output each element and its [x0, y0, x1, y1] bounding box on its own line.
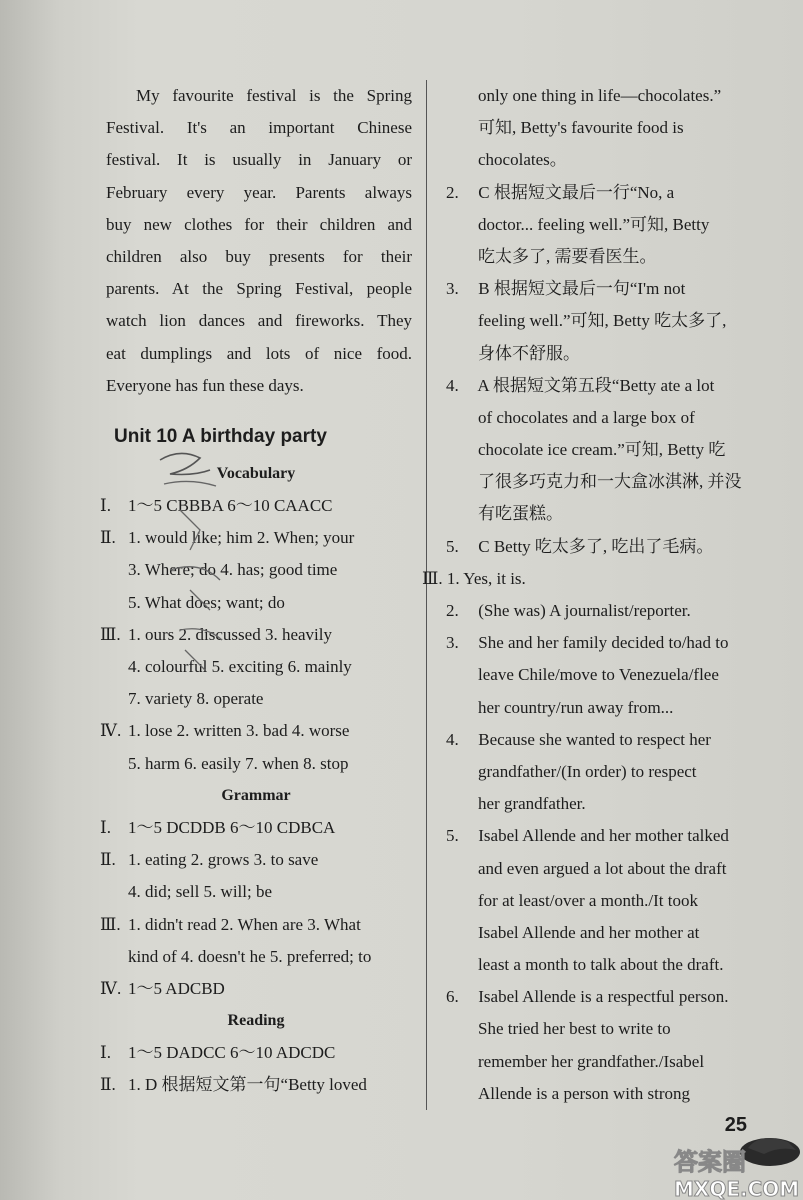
answer-line	[446, 338, 752, 370]
answer-text: 4. colourful 5. exciting 6. mainly	[128, 657, 352, 676]
answer-line	[446, 917, 752, 949]
answer-text: 1. lose 2. written 3. bad 4. worse	[128, 721, 350, 741]
answer-row	[100, 490, 412, 522]
item-number: 5.	[446, 536, 459, 556]
answer-text: C 根据短文最后一行“No, a	[478, 182, 675, 202]
answer-line	[446, 724, 752, 756]
item-number: 6.	[446, 987, 459, 1007]
answer-row	[100, 683, 412, 715]
answer-line	[446, 595, 752, 627]
right-column	[422, 80, 752, 1110]
answer-line	[446, 80, 752, 112]
answer-line	[446, 885, 752, 917]
answer-row	[100, 554, 412, 586]
answer-line	[446, 531, 752, 563]
answer-text: 3. Where; do 4. has; good time	[128, 560, 338, 580]
answer-line	[446, 627, 752, 659]
roman-numeral: Ⅲ.	[100, 624, 121, 644]
item-number: 2.	[446, 182, 459, 202]
answer-text: Because she wanted to respect her	[478, 729, 711, 749]
answer-row	[100, 619, 412, 651]
page-number: 25	[724, 1114, 747, 1136]
roman-numeral	[100, 683, 124, 715]
essay-line: parents. At the Spring Festival, people	[106, 279, 412, 299]
answer-text: 1～5 CBBBA 6～10 CAACC	[128, 496, 333, 516]
roman-numeral	[100, 941, 124, 973]
answer-row	[100, 587, 412, 619]
roman-numeral: Ⅱ.	[100, 528, 116, 548]
roman-numeral: Ⅲ.	[100, 914, 121, 934]
answer-row	[100, 941, 412, 973]
roman-numeral	[100, 587, 124, 619]
answer-text: 1～5 ADCBD	[128, 978, 225, 998]
answer-text: She and her family decided to/had to	[478, 633, 729, 653]
answer-line	[446, 498, 752, 530]
watermark-logo-icon	[660, 1130, 803, 1200]
answer-text: remember her grandfather./Isabel	[478, 1051, 705, 1071]
roman-numeral: Ⅳ.	[100, 721, 122, 741]
answer-text: 了很多巧克力和一大盒冰淇淋, 并没	[478, 472, 742, 492]
answer-line	[446, 659, 752, 691]
answer-text: She tried her best to write to	[478, 1019, 671, 1039]
answer-line	[446, 1078, 752, 1110]
roman-numeral: Ⅳ.	[100, 978, 122, 998]
roman-numeral: Ⅱ.	[100, 850, 116, 870]
essay-line: February every year. Parents always	[106, 182, 412, 202]
answer-line	[446, 788, 752, 820]
answer-text: 1～5 DADCC 6～10 ADCDC	[128, 1043, 336, 1063]
answer-text: 吃太多了, 需要看医生。	[478, 246, 657, 266]
answer-text: 1～5 DCDDB 6～10 CDBCA	[128, 817, 336, 837]
answer-text: 可知, Betty's favourite food is	[478, 118, 684, 138]
essay-line: watch lion dances and fireworks. They	[106, 311, 412, 331]
answer-text: Yes, it is.	[463, 568, 526, 588]
answer-line	[446, 112, 752, 144]
answer-text: grandfather/(In order) to respect	[478, 761, 697, 781]
answer-row	[100, 1037, 412, 1069]
answer-text: 1. would like; him 2. When; your	[128, 528, 355, 548]
answer-text: 4. did; sell 5. will; be	[128, 882, 273, 902]
answer-row	[100, 876, 412, 908]
essay-line: Festival. It's an important Chinese	[106, 118, 412, 138]
item-number: 4.	[446, 375, 459, 395]
answer-line	[446, 209, 752, 241]
answer-line	[446, 853, 752, 885]
answer-text: only one thing in life—chocolates.”	[478, 86, 722, 105]
answer-text: feeling well.”可知, Betty 吃太多了,	[478, 311, 727, 331]
section-heading-vocabulary: Vocabulary	[216, 464, 296, 482]
answer-line	[446, 434, 752, 466]
answer-text: 7. variety 8. operate	[128, 689, 264, 709]
answer-text: A 根据短文第五段“Betty ate a lot	[477, 375, 715, 395]
svg-text:MXQE.COM: MXQE.COM	[674, 1177, 800, 1200]
answer-text: her country/run away from...	[478, 697, 674, 717]
answer-line	[446, 949, 752, 981]
answer-text: Allende is a person with strong	[478, 1083, 690, 1103]
left-column	[100, 80, 412, 1102]
answer-text: for at least/over a month./It took	[478, 890, 698, 910]
answer-row	[100, 973, 412, 1005]
answer-text: her grandfather.	[478, 794, 586, 814]
answer-row	[100, 1069, 412, 1101]
essay-line: eat dumplings and lots of nice food.	[106, 343, 412, 363]
answer-text: and even argued a lot about the draft	[478, 858, 727, 878]
answer-text: leave Chile/move to Venezuela/flee	[478, 665, 719, 685]
answer-text: Isabel Allende is a respectful person.	[478, 987, 729, 1007]
item-number: 2.	[446, 601, 459, 620]
item-number: Ⅲ. 1.	[422, 568, 460, 588]
answer-row	[100, 844, 412, 876]
answer-row	[100, 748, 412, 780]
answer-row	[100, 909, 412, 941]
answer-line	[446, 692, 752, 724]
answer-text: 1. ours 2. discussed 3. heavily	[128, 624, 332, 644]
roman-numeral	[100, 651, 124, 683]
roman-numeral: Ⅰ.	[100, 1043, 111, 1063]
vocabulary-answers	[100, 490, 412, 780]
answer-text: B 根据短文最后一句“I'm not	[478, 279, 686, 299]
answer-text: 身体不舒服。	[478, 343, 580, 363]
answer-line	[446, 756, 752, 788]
answer-text: (She was) A journalist/reporter.	[478, 601, 691, 620]
unit-title: Unit 10 A birthday party	[114, 425, 327, 447]
answer-row	[100, 651, 412, 683]
answer-line	[446, 466, 752, 498]
essay-line: children also buy presents for their	[106, 246, 412, 266]
grammar-answers	[100, 812, 412, 1005]
answer-line	[446, 1046, 752, 1078]
essay-line: festival. It is usually in January or	[106, 150, 412, 170]
roman-numeral: Ⅰ.	[100, 817, 111, 837]
answer-text: of chocolates and a large box of	[478, 407, 695, 427]
answer-row	[100, 522, 412, 554]
roman-numeral	[100, 748, 124, 780]
answer-line	[446, 305, 752, 337]
answer-text: 5. What does; want; do	[128, 592, 285, 612]
roman-numeral: Ⅱ.	[100, 1075, 116, 1095]
answer-text: Isabel Allende and her mother talked	[478, 826, 729, 846]
answer-text: 有吃蛋糕。	[478, 504, 563, 524]
item-number: 3.	[446, 633, 459, 653]
roman-numeral: Ⅰ.	[100, 496, 111, 516]
answer-line	[446, 820, 752, 852]
item-number: 5.	[446, 826, 459, 846]
essay-paragraph	[100, 80, 412, 402]
answer-text: Isabel Allende and her mother at	[478, 922, 700, 942]
reading-answers	[100, 1037, 412, 1101]
answer-text: chocolate ice cream.”可知, Betty 吃	[478, 440, 726, 460]
answer-text: doctor... feeling well.”可知, Betty	[478, 214, 710, 234]
answer-text: C Betty 吃太多了, 吃出了毛病。	[478, 536, 714, 556]
essay-line: My favourite festival is the Spring	[136, 86, 412, 105]
answer-text: kind of 4. doesn't he 5. preferred; to	[128, 946, 372, 966]
roman-numeral	[100, 876, 124, 908]
answer-text: 1. D 根据短文第一句“Betty loved	[128, 1075, 367, 1095]
answer-line	[446, 177, 752, 209]
answer-row	[100, 715, 412, 747]
section-heading-grammar: Grammar	[221, 786, 291, 804]
item-number: 4.	[446, 729, 459, 749]
svg-text:答案圈: 答案圈	[674, 1148, 746, 1176]
answer-line	[446, 144, 752, 176]
answer-text: least a month to talk about the draft.	[478, 955, 724, 975]
section-heading-reading: Reading	[227, 1012, 285, 1030]
answer-text: 1. eating 2. grows 3. to save	[128, 850, 319, 870]
answer-line	[446, 402, 752, 434]
answer-line	[446, 981, 752, 1013]
item-number: 3.	[446, 279, 459, 299]
answer-row	[100, 812, 412, 844]
answer-text: 1. didn't read 2. When are 3. What	[128, 914, 361, 934]
answer-line	[446, 1013, 752, 1045]
answer-line	[422, 563, 752, 595]
essay-line: buy new clothes for their children and	[106, 214, 412, 234]
answer-text: chocolates。	[478, 150, 567, 170]
answer-text: 5. harm 6. easily 7. when 8. stop	[128, 753, 349, 773]
answer-line	[446, 273, 752, 305]
answer-line	[446, 370, 752, 402]
roman-numeral	[100, 554, 124, 586]
answer-line	[446, 241, 752, 273]
essay-line: Everyone has fun these days.	[106, 375, 304, 395]
